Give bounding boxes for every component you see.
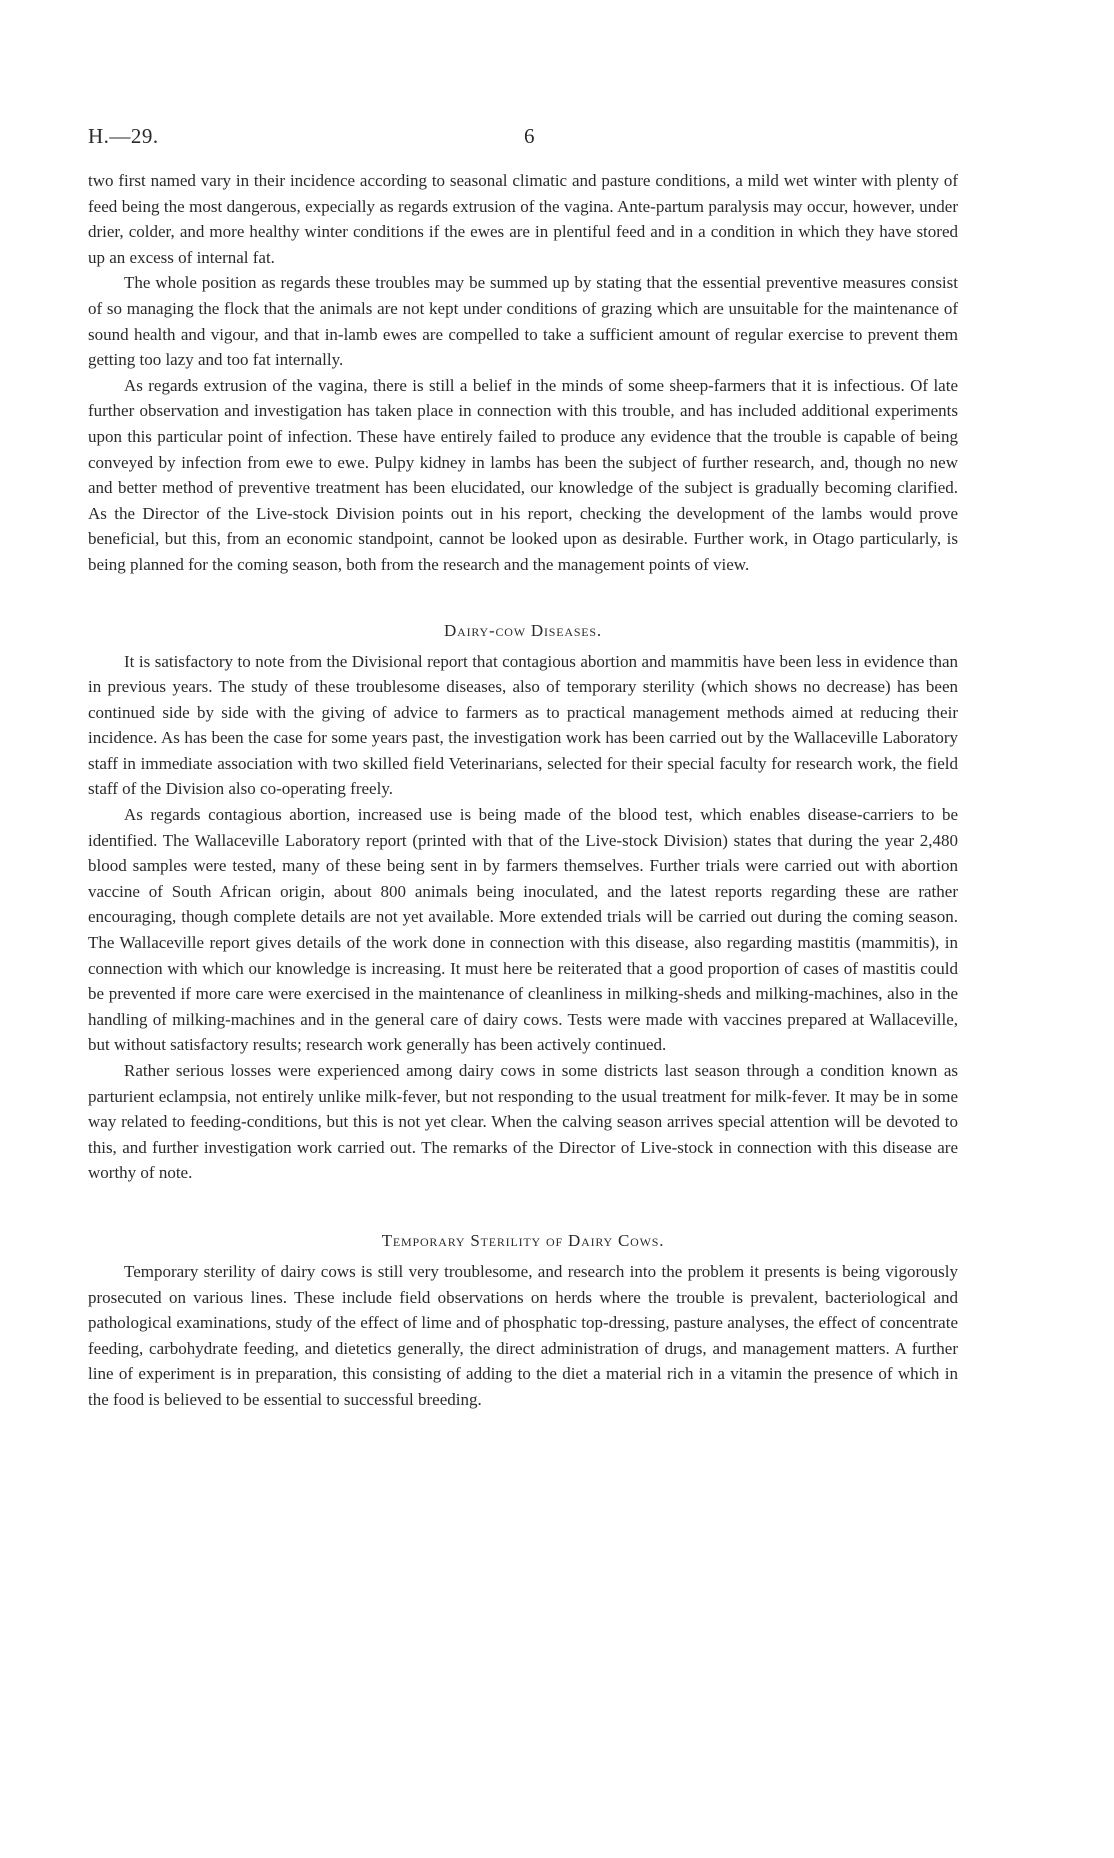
page-body	[88, 168, 958, 1413]
paragraph: As regards extrusion of the vagina, there is still a belief in the minds of some sheep-farmers that it is infectious. Of late further observation and investigation has taken place in connection with this trouble, and has included additional experiments upon this particular point of infection. These have entirely failed to produce any evidence that the trouble is capable of being conveyed by infection from ewe to ewe. Pulpy kidney in lambs has been the subject of further research, and, though no new and better method of preventive treatment has been elucidated, our knowledge of the subject is gradually becoming clarified. As the Director of the Live-stock Division points out in his report, checking the development of the lambs would prove beneficial, but this, from an economic standpoint, cannot be looked upon as desirable. Further work, in Otago particularly, is being planned for the coming season, both from the research and the management points of view.	[88, 375, 958, 574]
paragraph: The whole position as regards these troubles may be summed up by stating that the essential preventive measures consist of so managing the flock that the animals are not kept under conditions of grazing which are unsuitable for the maintenance of sound health and vigour, and that in-lamb ewes are compelled to take a sufficient amount of regular exercise to prevent them getting too lazy and too fat internally.	[88, 273, 958, 370]
section-heading-temporary-sterility: Temporary Sterility of Dairy Cows.	[381, 1230, 665, 1250]
section-heading-dairy-cow-diseases: Dairy-cow Diseases.	[444, 620, 602, 640]
page-header	[88, 124, 958, 154]
page-number: 6	[524, 124, 535, 148]
paragraph: Rather serious losses were experienced among dairy cows in some districts last season through a condition known as parturient eclampsia, not entirely unlike milk-fever, but not responding to the usual treatment for milk-fever. It may be in some way related to feeding-conditions, but this is not yet clear. When the calving season arrives special attention will be devoted to this, and further investigation work carried out. The remarks of the Director of Live-stock in connection with this disease are worthy of note.	[88, 1061, 958, 1183]
paragraph: Temporary sterility of dairy cows is still very troublesome, and research into the problem it presents is being vigorously prosecuted on various lines. These include field observations on herds where the trouble is prevalent, bacteriological and pathological examinations, study of the effect of lime and of phosphatic top-dressing, pasture analyses, the effect of concentrate feeding, carbohydrate feeding, and dietetics generally, the direct administration of drugs, and management matters. A further line of experiment is in preparation, this consisting of adding to the diet a material rich in a vitamin the presence of which in the food is believed to be essential to successful breeding.	[88, 1261, 958, 1409]
paragraph: As regards contagious abortion, increased use is being made of the blood test, which enables disease-carriers to be identified. The Wallaceville Laboratory report (printed with that of the Live-stock Division) states that during the year 2,480 blood samples were tested, many of these being sent in by farmers themselves. Further trials were carried out with abortion vaccine of South African origin, about 800 animals being inoculated, and the latest reports regarding these are rather encouraging, though complete details are not yet available. More extended trials will be carried out during the coming season. The Wallaceville report gives details of the work done in connection with this disease, also regarding mastitis (mammitis), in connection with which our knowledge is increasing. It must here be reiterated that a good proportion of cases of mastitis could be prevented if more care were exercised in the maintenance of cleanliness in milking-sheds and milking-machines, also in the handling of milking-machines and in the general care of dairy cows. Tests were made with vaccines prepared at Wallaceville, but without satisfactory results; research work generally has been actively continued.	[88, 805, 958, 1055]
report-reference: H.—29.	[88, 124, 159, 148]
paragraph: It is satisfactory to note from the Divisional report that contagious abortion and mammitis have been less in evidence than in previous years. The study of these troublesome diseases, also of temporary sterility (which shows no decrease) has been continued side by side with the giving of advice to farmers as to practical management methods aimed at reducing their incidence. As has been the case for some years past, the investigation work has been carried out by the Wallaceville Laboratory staff in immediate association with two skilled field Veterinarians, selected for their special faculty for research work, the field staff of the Division also co-operating freely.	[88, 651, 958, 799]
paragraph: two first named vary in their incidence according to seasonal climatic and pasture conditions, a mild wet winter with plenty of feed being the most dangerous, expecially as regards extrusion of the vagina. Ante-partum paralysis may occur, however, under drier, colder, and more healthy winter conditions if the ewes are in plentiful feed and in a condition in which they have stored up an excess of internal fat.	[88, 171, 958, 267]
